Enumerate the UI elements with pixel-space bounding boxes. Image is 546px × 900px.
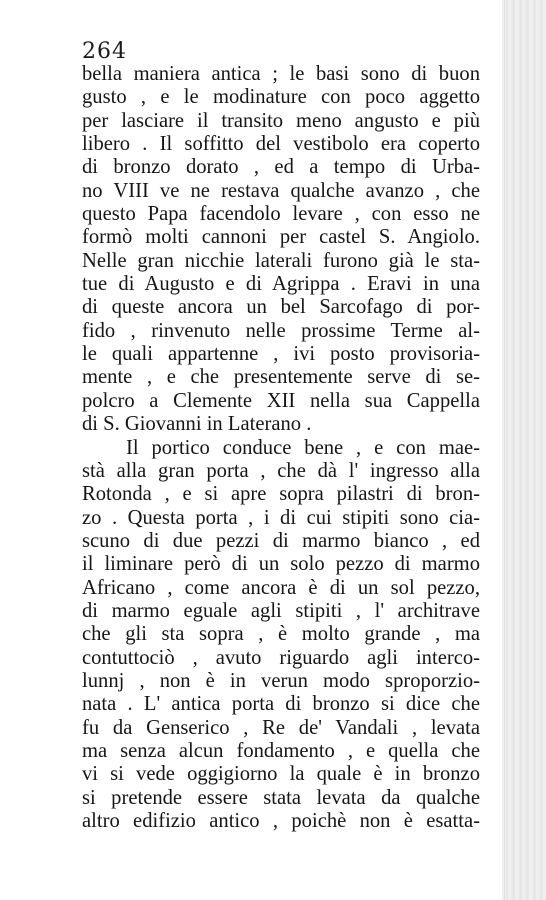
text-line-25: che gli sta sopra , è molto grande , ma (82, 623, 480, 646)
text-line-18: stà alla gran porta , che dà l' ingresso alla (82, 459, 480, 482)
text-line-1: bella maniera antica ; le basi sono di buon (82, 63, 480, 85)
page-edge-shadow (503, 0, 506, 900)
body-text (82, 63, 480, 833)
text-line-30: ma senza alcun fondamento , e quella che (82, 739, 480, 762)
text-line-26: contuttociò , avuto riguardo agli interco- (82, 646, 480, 669)
text-line-2: gusto , e le modinature con poco aggetto (82, 86, 480, 109)
text-line-11: di queste ancora un bel Sarcofago di por- (82, 296, 480, 319)
text-line-21: scuno di due pezzi di marmo bianco , ed (82, 529, 480, 552)
text-line-8: formò molti cannoni per castel S. Angiolo. (82, 226, 480, 249)
text-line-29: fu da Genserico , Re de' Vandali , levata (82, 716, 480, 739)
text-line-28: nata . L' antica porta di bronzo si dice che (82, 693, 480, 716)
text-line-20: zo . Questa porta , i di cui stipiti sono cia- (82, 506, 480, 529)
text-line-24: di marmo eguale agli stipiti , l' architrave (82, 599, 480, 622)
text-line-7: questo Papa facendolo levare , con esso ne (82, 203, 480, 226)
text-line-4: libero . Il soffitto del vestibolo era coperto (82, 133, 480, 156)
text-line-17: Il portico conduce bene , e con mae- (126, 436, 480, 459)
binding-gutter (502, 0, 546, 900)
text-line-16: di S. Giovanni in Laterano . (82, 413, 312, 436)
text-line-31: vi si vede oggigiorno la quale è in bronzo (82, 763, 480, 786)
text-line-3: per lasciare il transito meno angusto e più (82, 109, 480, 132)
text-line-27: lunnj , non è in verun modo sproporzio- (82, 669, 480, 692)
text-line-33: altro edifizio antico , poichè non è esatta- (82, 810, 480, 832)
text-line-5: di bronzo dorato , ed a tempo di Urba- (82, 156, 480, 179)
text-line-12: fido , rinvenuto nelle prossime Terme al- (82, 319, 480, 342)
text-line-32: si pretende essere stata levata da qualche (82, 786, 480, 809)
text-line-13: le quali appartenne , ivi posto provisoria- (82, 343, 480, 366)
text-line-15: polcro a Clemente XII nella sua Cappella (82, 389, 480, 412)
text-line-19: Rotonda , e si apre sopra pilastri di bron- (82, 483, 480, 506)
text-line-23: Africano , come ancora è di un sol pezzo, (82, 576, 480, 599)
text-line-9: Nelle gran nicchie laterali furono già le sta- (82, 249, 480, 272)
text-line-14: mente , e che presentemente serve di se- (82, 366, 480, 389)
text-line-10: tue di Augusto e di Agrippa . Eravi in una (82, 273, 480, 296)
text-line-22: il liminare però di un solo pezzo di marmo (82, 553, 480, 576)
text-line-6: no VIII ve ne restava qualche avanzo , che (82, 179, 480, 202)
page-number: 264 (82, 39, 127, 64)
